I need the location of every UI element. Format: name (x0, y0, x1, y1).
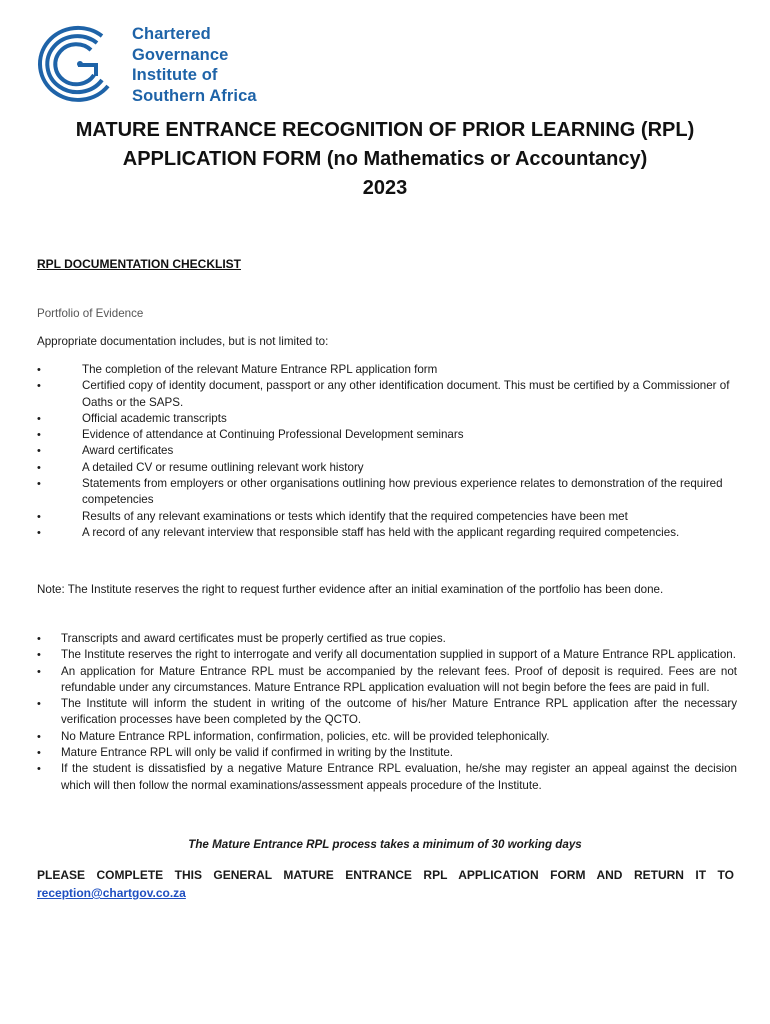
bullet-icon: • (37, 478, 41, 491)
logo-wordmark (132, 24, 257, 106)
bullet-icon: • (37, 510, 41, 523)
list-item (37, 631, 737, 647)
title-year: 2023 (362, 177, 408, 199)
logo-line-2: Governance (132, 45, 229, 64)
checklist-heading: RPL DOCUMENTATION CHECKLIST (37, 257, 241, 271)
logo-line-3: Institute of (132, 66, 218, 84)
bullet-icon: • (37, 364, 41, 376)
bullet-icon: • (37, 747, 41, 760)
list-item (37, 476, 737, 509)
condition-item-text: The Institute will inform the student in writing of the outcome of his/her Mature Entrance RPL application after the necessary verification processes have been completed by the QCTO. (61, 697, 737, 727)
bullet-icon: • (37, 730, 41, 743)
list-item (37, 729, 737, 745)
list-item (37, 411, 737, 427)
bullet-icon: • (37, 445, 41, 458)
document-item-text: A record of any relevant interview that responsible staff has held with the applicant regarding required competencies. (82, 525, 680, 539)
condition-item-text: If the student is dissatisfied by a negative Mature Entrance RPL evaluation, he/she may register an appeal against the decision which will then follow the normal examinations/assessment appeals procedure of the Institute. (61, 762, 737, 792)
document-item-text: A detailed CV or resume outlining relevant work history (82, 460, 364, 474)
institute-logo (34, 22, 274, 106)
list-item (37, 696, 737, 729)
list-item (37, 647, 737, 663)
document-item-text: Evidence of attendance at Continuing Professional Development seminars (82, 428, 464, 442)
document-item-text: Results of any relevant examinations or tests which identify that the required competencies have been met (82, 509, 628, 523)
list-item (37, 443, 737, 459)
condition-item-text: The Institute reserves the right to interrogate and verify all documentation supplied in support of a Mature Entrance RPL application. (61, 648, 736, 662)
condition-item-text: Transcripts and award certificates must be properly certified as true copies. (61, 632, 446, 645)
condition-item-text: Mature Entrance RPL will only be valid if confirmed in writing by the Institute. (61, 746, 454, 760)
conditions-list (37, 631, 737, 794)
bullet-icon: • (37, 763, 41, 776)
logo-line-4: Southern Africa (132, 86, 257, 105)
list-item (37, 761, 737, 794)
bullet-icon: • (37, 698, 41, 711)
form-title (0, 116, 770, 203)
reception-email-link[interactable]: reception@chartgov.co.za (37, 886, 186, 900)
bullet-icon: • (37, 665, 41, 678)
portfolio-label: Portfolio of Evidence (37, 307, 144, 320)
list-item (37, 427, 737, 443)
list-item (37, 664, 737, 697)
title-line-1: MATURE ENTRANCE RECOGNITION OF PRIOR LEARNING (RPL) (75, 119, 695, 141)
condition-item-text: An application for Mature Entrance RPL must be accompanied by the relevant fees. Proof of deposit is required. Fees are not refundable under any circumstances. Mature Entrance RPL application evaluation will not begin before the fees are paid in full. (61, 664, 737, 694)
document-item-text: Statements from employers or other organisations outlining how previous experience relates to demonstration of the required competencies (82, 477, 723, 507)
list-item (37, 378, 737, 411)
logo-line-1: Chartered (132, 25, 211, 43)
document-item-text: Official academic transcripts (82, 411, 227, 425)
condition-item-text: No Mature Entrance RPL information, confirmation, policies, etc. will be provided telephonically. (61, 729, 550, 743)
bullet-icon: • (37, 380, 41, 393)
documents-list (37, 362, 737, 541)
bullet-icon: • (37, 412, 41, 425)
list-item (37, 745, 737, 761)
bullet-icon: • (37, 429, 41, 442)
intro-text: Appropriate documentation includes, but is not limited to: (37, 335, 329, 348)
evidence-note: Note: The Institute reserves the right to request further evidence after an initial examination of the portfolio has been done. (37, 583, 664, 596)
bullet-icon: • (37, 633, 41, 645)
title-line-2: APPLICATION FORM (no Mathematics or Accountancy) (122, 148, 648, 170)
bullet-icon: • (37, 649, 41, 662)
list-item (37, 460, 737, 476)
cgisa-logo-mark (34, 24, 126, 104)
list-item (37, 509, 737, 525)
document-item-text: The completion of the relevant Mature Entrance RPL application form (82, 363, 438, 376)
bullet-icon: • (37, 461, 41, 474)
bullet-icon: • (37, 526, 41, 539)
document-item-text: Award certificates (82, 444, 174, 458)
list-item (37, 362, 737, 378)
return-instruction: PLEASE COMPLETE THIS GENERAL MATURE ENTRANCE RPL APPLICATION FORM AND RETURN IT TO (37, 868, 734, 882)
list-item (37, 525, 737, 541)
document-item-text: Certified copy of identity document, passport or any other identification document. This must be certified by a Commissioner of Oaths or the SAPS. (82, 379, 730, 409)
process-duration-note: The Mature Entrance RPL process takes a minimum of 30 working days (188, 838, 582, 851)
